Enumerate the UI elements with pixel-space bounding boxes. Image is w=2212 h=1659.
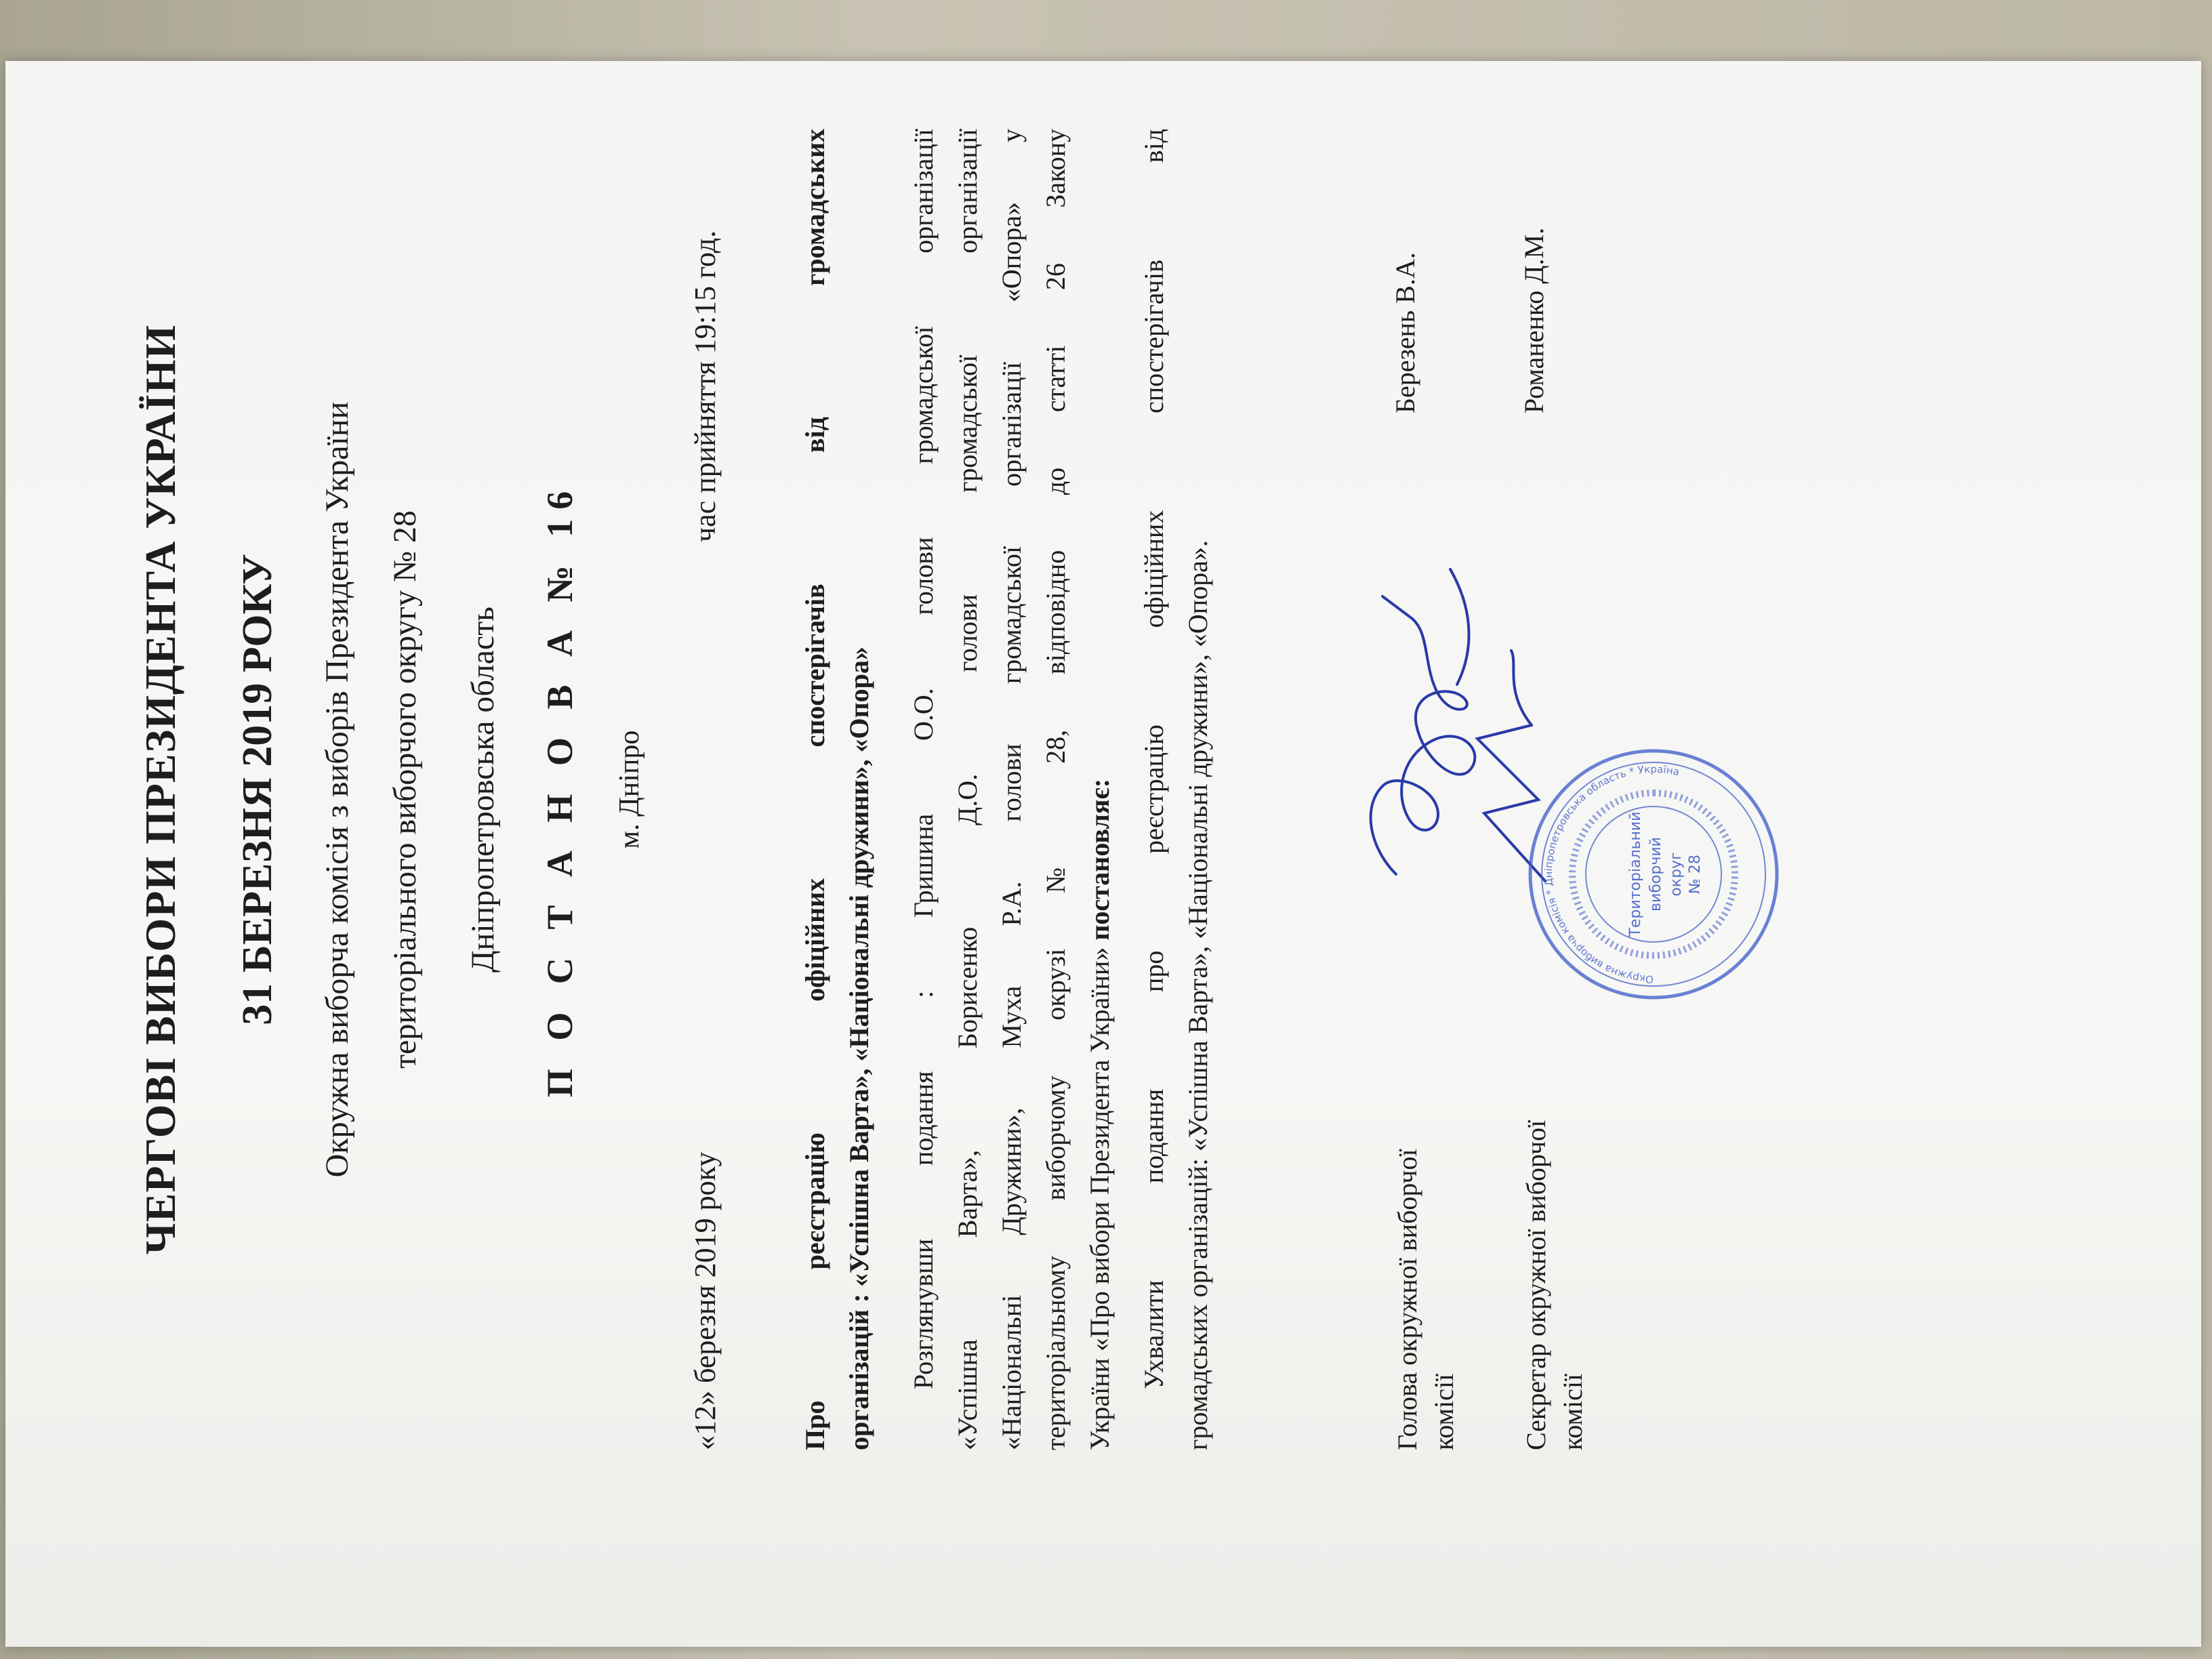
body-line: України «Про вибори Президента України» (1084, 947, 1115, 1450)
chair-label (1389, 1044, 1462, 1450)
decree-subject (793, 129, 881, 1450)
subject-line: Про реєстрацію офіційних спостерігачів від громадських (800, 129, 830, 1450)
secretary-name: Романенко Д.М. (1519, 227, 1549, 413)
secretary-label-line-1: Секретар окружної виборчої (1521, 1120, 1551, 1450)
body-line-final (1078, 129, 1122, 1450)
commission-line-1: Окружна виборча комісія з виборів Президента України (319, 401, 355, 1178)
decree-date: «12» березня 2019 року (689, 1151, 722, 1450)
body-end-bold: постановляє: (1084, 778, 1115, 941)
chair-label-line-2: комісії (1429, 1373, 1459, 1450)
body-line: територіальному виборчому окрузі № 28, відповідно до статті 26 Закону (1040, 129, 1071, 1450)
chair-name: Березень В.А. (1390, 252, 1420, 413)
body-line: Розглянувши подання : Гришина О.О. голови громадської організації (908, 129, 939, 1389)
svg-text:№ 28: № 28 (1687, 855, 1704, 894)
region: Дніпропетровська область (465, 606, 501, 973)
decree-resolution (1132, 129, 1220, 1450)
commission-line-2: територіального виборчого округу № 28 (387, 510, 423, 1069)
decree-body (901, 129, 1122, 1450)
city: м. Дніпро (614, 730, 645, 849)
body-line: «Успішна Варта», Борисенко Д.О. голови громадської організації (952, 129, 983, 1450)
decree-time: час прийняття 19:15 год. (689, 230, 722, 542)
official-stamp (1525, 745, 1782, 1003)
stamp-ring-text: Окружна виборча комісія * Дніпропетровська область * Україна (1542, 762, 1681, 986)
chair-label-line-1: Голова окружної виборчої (1392, 1149, 1422, 1450)
subject-line: організацій : «Успішна Варта», «Національні дружини», «Опора» (844, 647, 874, 1450)
decree-title: П О С Т А Н О В А № 16 (539, 481, 580, 1098)
secretary-label (1518, 1044, 1591, 1450)
svg-text:округ: округ (1668, 852, 1685, 897)
document-title: ЧЕРГОВІ ВИБОРИ ПРЕЗИДЕНТА УКРАЇНИ (136, 324, 184, 1255)
svg-text:виборчий: виборчий (1647, 837, 1664, 912)
resolution-line: громадських організацій: «Успішна Варта», «Національні дружини», «Опора». (1183, 540, 1213, 1450)
svg-text:Територіальний: Територіальний (1627, 811, 1644, 937)
resolution-line: Ухвалити подання про реєстрацію офіційних спостерігачів від (1139, 129, 1169, 1389)
document-content (115, 129, 2081, 1450)
secretary-label-line-2: комісії (1557, 1373, 1588, 1450)
body-line: «Національні Дружини», Муха Р.А. голови громадської організації «Опора» у (996, 129, 1027, 1450)
date-heading: 31 БЕРЕЗНЯ 2019 РОКУ (234, 554, 281, 1025)
